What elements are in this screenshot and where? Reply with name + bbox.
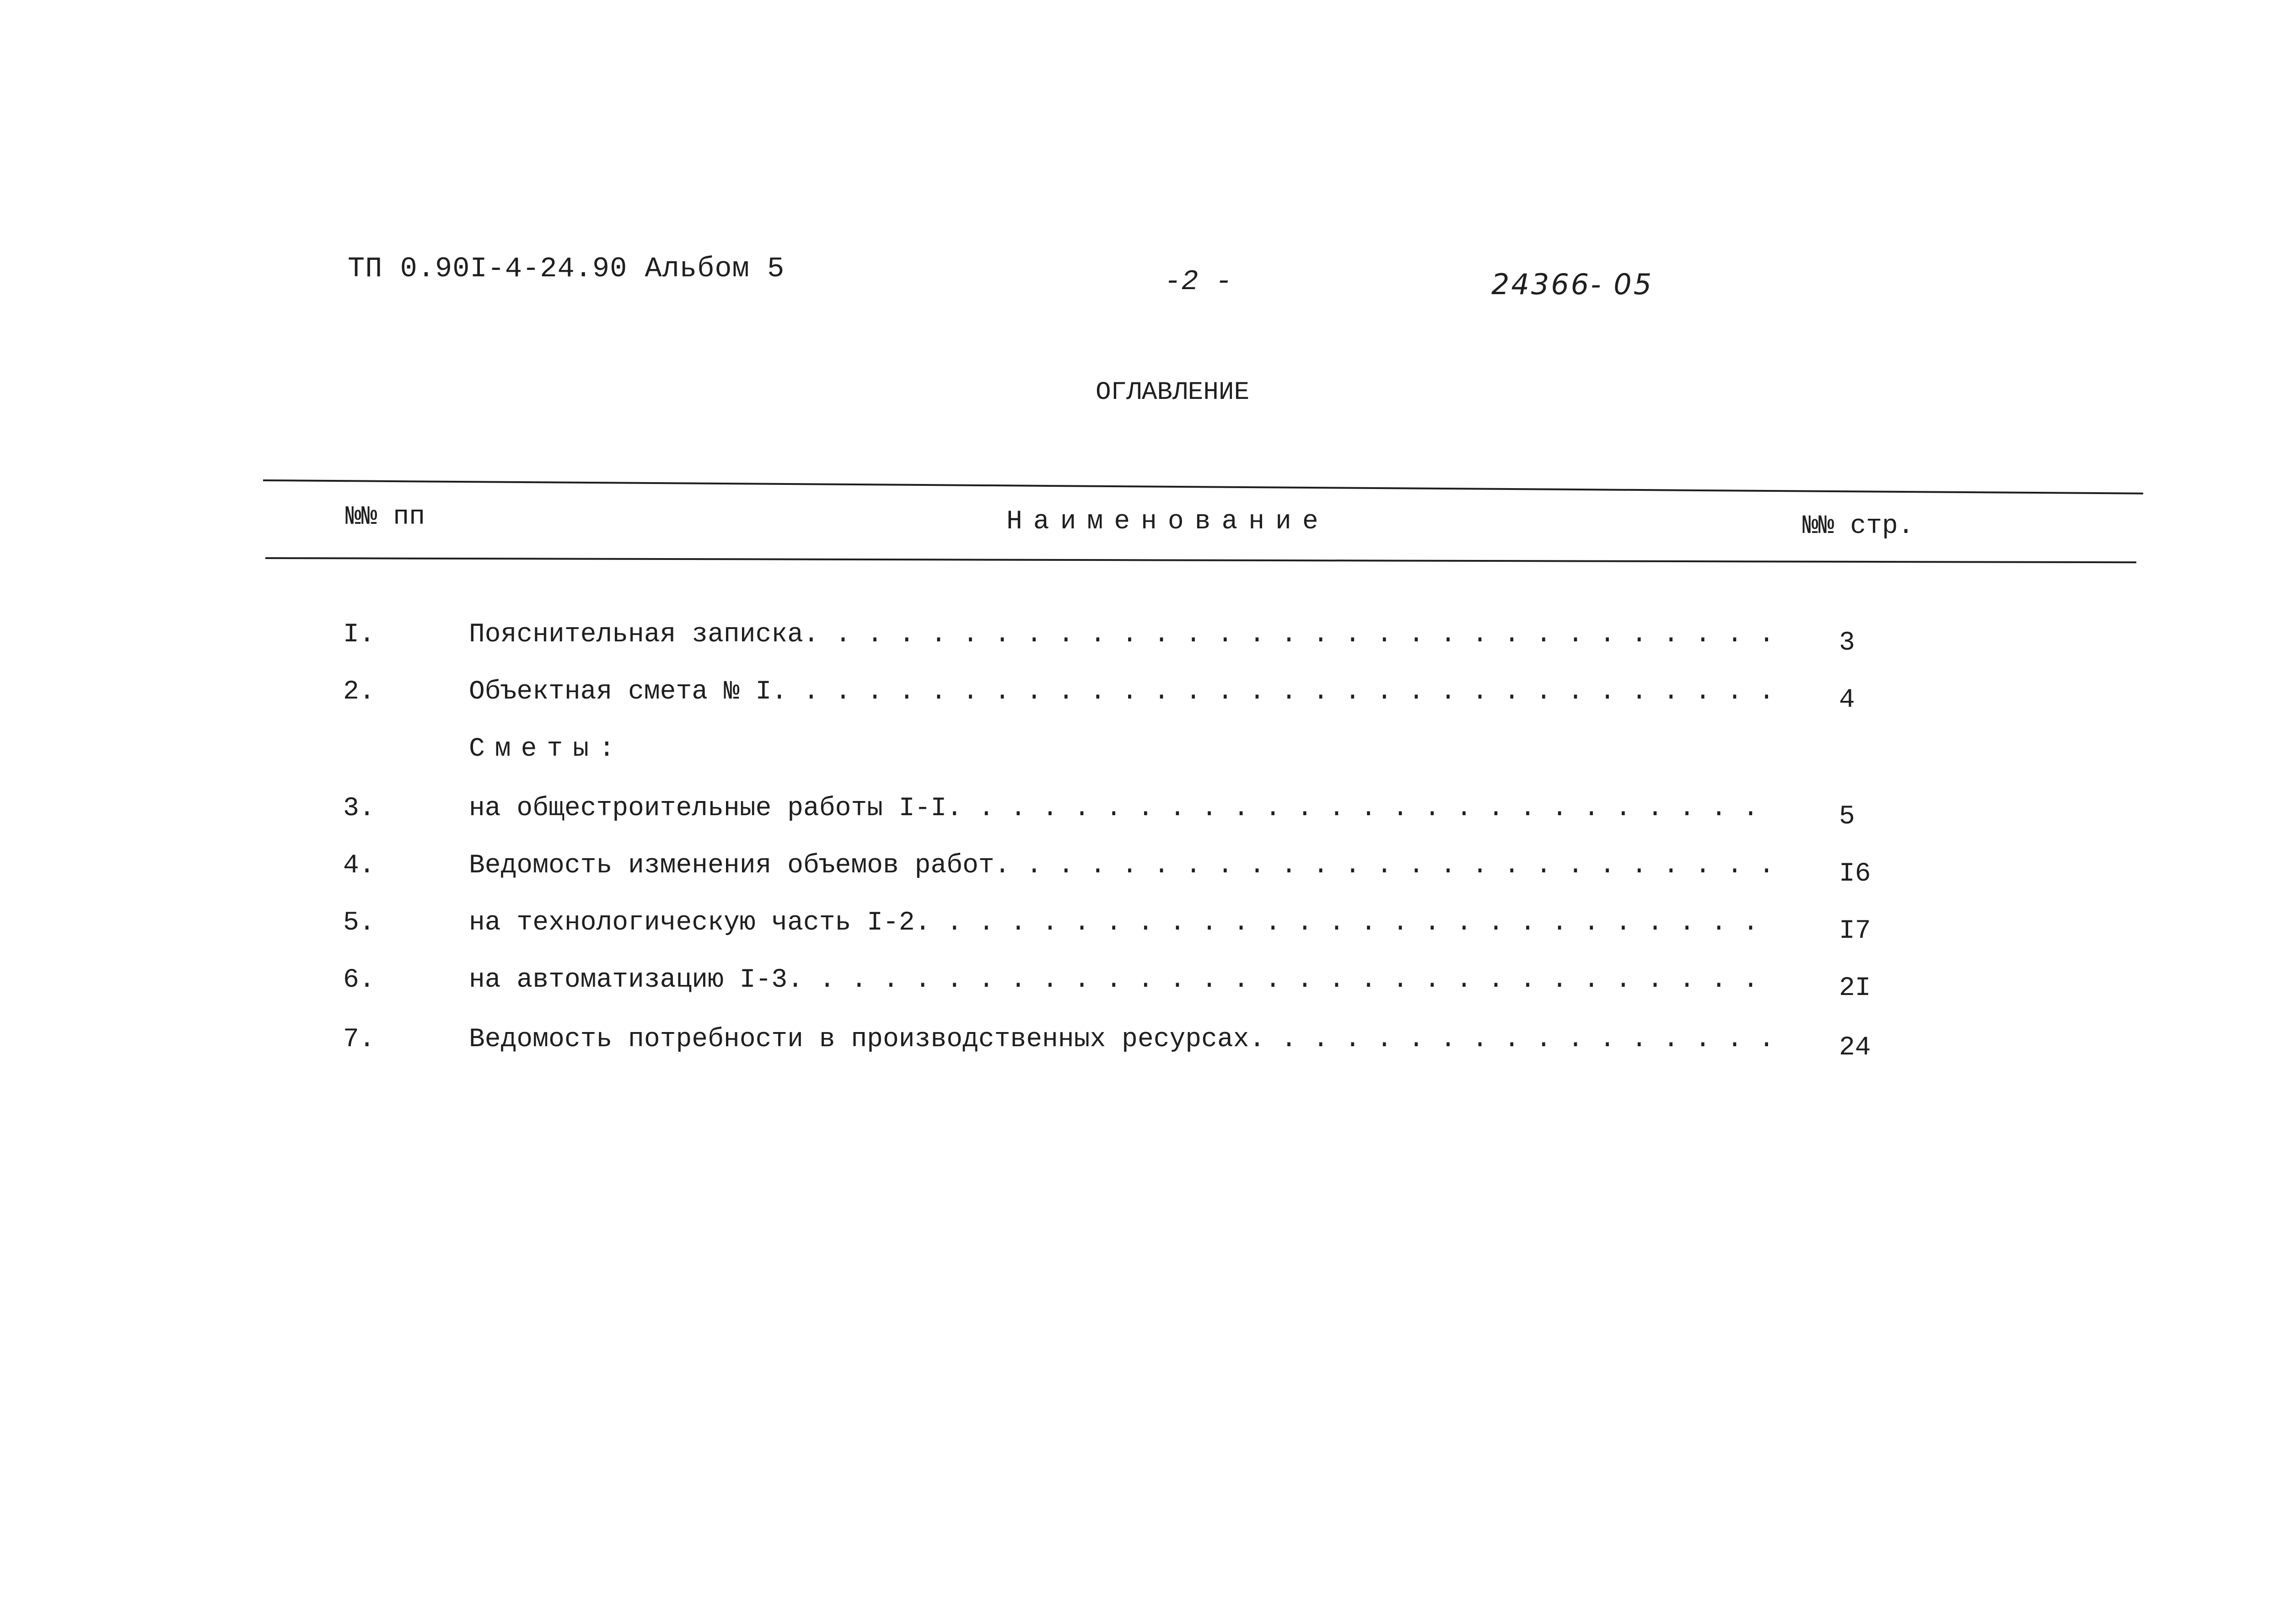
column-header-page: №№ стр.	[1802, 511, 1914, 541]
toc-row-title: Пояснительная записка . . .	[469, 620, 1777, 650]
toc-row-page: 5	[1839, 802, 1855, 832]
page-number: -2 -	[1164, 265, 1232, 298]
toc-row-title: Объектная смета № I . . .	[469, 677, 1777, 707]
toc-row-number: 4.	[343, 851, 375, 881]
estimates-subheading: Сметы:	[469, 734, 625, 764]
toc-row-page: 24	[1839, 1033, 1871, 1063]
table-top-rule	[263, 479, 2143, 495]
toc-row	[0, 677, 2269, 714]
toc-row	[0, 965, 2269, 1002]
toc-row-page: 2I	[1839, 973, 1871, 1003]
toc-row-number: 6.	[343, 965, 375, 995]
page-title: ОГЛАВЛЕНИЕ	[1096, 377, 1250, 407]
toc-row-number: I.	[343, 620, 375, 650]
toc-row-title: на общестроительные работы I-I . . .	[469, 794, 1777, 823]
toc-row	[0, 1025, 2269, 1061]
document-code: ТП 0.90I-4-24.90 Альбом 5	[348, 253, 785, 285]
toc-row-number: 2.	[343, 677, 375, 707]
toc-row	[0, 794, 2269, 830]
toc-row-page: 3	[1839, 628, 1855, 658]
toc-row-page: I7	[1839, 916, 1871, 946]
toc-row-title: на автоматизацию I-3 . . .	[469, 965, 1777, 995]
toc-row	[0, 620, 2269, 656]
column-header-number: №№ пп	[345, 502, 425, 532]
toc-row	[0, 908, 2269, 945]
toc-row	[0, 851, 2269, 887]
toc-row-page: I6	[1839, 859, 1871, 889]
toc-row-title: Ведомость потребности в производственных ресурсах . . .	[469, 1025, 1777, 1054]
toc-row-page: 4	[1839, 685, 1855, 715]
toc-row-number: 7.	[343, 1025, 375, 1054]
handwritten-doc-number: 24366- 05	[1491, 268, 1654, 301]
toc-row-number: 3.	[343, 794, 375, 823]
column-header-name: Наименование	[1006, 507, 1329, 537]
toc-row-title: на технологическую часть I-2 . . .	[469, 908, 1777, 938]
table-header-rule	[265, 557, 2136, 563]
toc-row-number: 5.	[343, 908, 375, 938]
toc-row-title: Ведомость изменения объемов работ . . .	[469, 851, 1777, 881]
